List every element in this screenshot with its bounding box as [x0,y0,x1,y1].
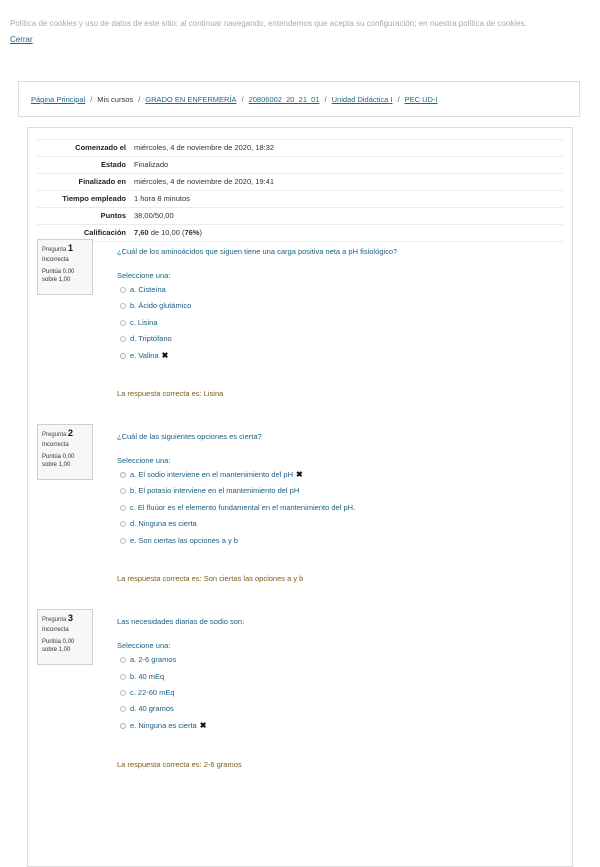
question-3-prompt: Seleccione una: [117,641,171,650]
summary-row: Estado Finalizado [37,157,563,174]
question-3-option-b[interactable]: b. 40 mEq [120,672,164,681]
question-2-text: ¿Cuál de las siguientes opciones es cierta? [117,432,262,441]
question-1-prompt: Seleccione una: [117,271,171,280]
question-2-option-a[interactable]: a. El sodio interviene en el mantenimiento del pH ✖ [120,470,303,479]
cookie-notice: Política de cookies y uso de datos de este sitio: al continuar navegando, entendemos que acepta su configuración; en nuestra política de cookies. [10,19,527,28]
radio-icon[interactable] [120,303,126,309]
question-1-text: ¿Cuál de los aminoácidos que siguen tiene una carga positiva neta a pH fisiológico? [117,247,398,256]
question-state: Incorrecta [42,627,69,633]
radio-icon[interactable] [120,657,126,663]
question-1-option-a[interactable]: a. Cisteína [120,285,166,294]
question-2-feedback: La respuesta correcta es: Son ciertas las opciones a y b [117,574,304,583]
radio-icon[interactable] [120,690,126,696]
question-2-info: Pregunta 2 Incorrecta Puntúa 0,00 sobre 1,00 [37,424,93,480]
question-1-option-e[interactable]: e. Valina ✖ [120,351,168,360]
breadcrumb-my-courses: Mis cursos [97,95,134,104]
question-1-option-b[interactable]: b. Ácido glutámico [120,301,191,310]
radio-icon[interactable] [120,538,126,544]
incorrect-cross-icon: ✖ [296,470,303,479]
breadcrumb-course[interactable]: GRADO EN ENFERMERÍA [145,95,237,104]
radio-checked-icon[interactable] [120,723,126,729]
question-2-option-d[interactable]: d. Ninguna es cierta [120,519,197,528]
question-3-option-d[interactable]: d. 40 gramos [120,704,174,713]
breadcrumb-home[interactable]: Página Principal [31,95,86,104]
attempt-summary-table [37,139,563,242]
breadcrumb-box [18,81,580,117]
radio-icon[interactable] [120,287,126,293]
question-1-feedback: La respuesta correcta es: Lisina [117,389,224,398]
summary-row: Puntos 38,00/50,00 [37,208,563,225]
breadcrumb-quiz[interactable]: PEC UD-I [404,95,438,104]
question-state: Incorrecta [42,257,69,263]
question-3-text: Las necesidades diarias de sodio son: [117,617,245,626]
close-link[interactable]: Cerrar [10,35,33,44]
question-1-option-d[interactable]: d. Triptófano [120,334,172,343]
question-3-feedback: La respuesta correcta es: 2-6 gramos [117,760,242,769]
radio-checked-icon[interactable] [120,353,126,359]
radio-icon[interactable] [120,521,126,527]
radio-icon[interactable] [120,488,126,494]
question-1-option-c[interactable]: c. Lisina [120,318,158,327]
summary-row: Tiempo empleado 1 hora 8 minutos [37,191,563,208]
incorrect-cross-icon: ✖ [161,351,169,360]
incorrect-cross-icon: ✖ [199,721,207,730]
question-3-option-e[interactable]: e. Ninguna es cierta ✖ [120,721,206,730]
question-3-option-c[interactable]: c. 22-60 mEq [120,688,175,697]
breadcrumb-course-code[interactable]: 20806002_20_21_01 [248,95,320,104]
question-3-info: Pregunta 3 Incorrecta Puntúa 0,00 sobre 1,00 [37,609,93,665]
radio-icon[interactable] [120,505,126,511]
question-2-option-b[interactable]: b. El potasio interviene en el mantenimiento del pH [120,486,299,495]
question-3-option-a[interactable]: a. 2-6 gramos [120,655,176,664]
question-2-prompt: Seleccione una: [117,456,171,465]
question-2-option-e[interactable]: e. Son ciertas las opciones a y b [120,536,238,545]
radio-icon[interactable] [120,674,126,680]
radio-checked-icon[interactable] [120,472,126,478]
radio-icon[interactable] [120,706,126,712]
summary-row: Calificación 7,60 de 10,00 (76%) [37,225,563,242]
breadcrumb: Página Principal / Mis cursos / GRADO EN ENFERMERÍA / 20806002_20_21_01 / Unidad Didáctica I / PEC UD-I [31,95,438,104]
radio-icon[interactable] [120,320,126,326]
question-2-option-c[interactable]: c. El fluúor es el elemento fundamental en el mantenimiento del pH. [120,503,355,512]
summary-row: Finalizado en miércoles, 4 de noviembre de 2020, 19:41 [37,174,563,191]
grade-value: 7,60 de 10,00 (76%) [130,225,563,242]
question-state: Incorrecta [42,442,69,448]
radio-icon[interactable] [120,336,126,342]
question-1-info: Pregunta 1 Incorrecta Puntúa 0,00 sobre 1,00 [37,239,93,295]
summary-row: Comenzado el miércoles, 4 de noviembre de 2020, 18:32 [37,140,563,157]
breadcrumb-unit[interactable]: Unidad Didáctica I [331,95,393,104]
